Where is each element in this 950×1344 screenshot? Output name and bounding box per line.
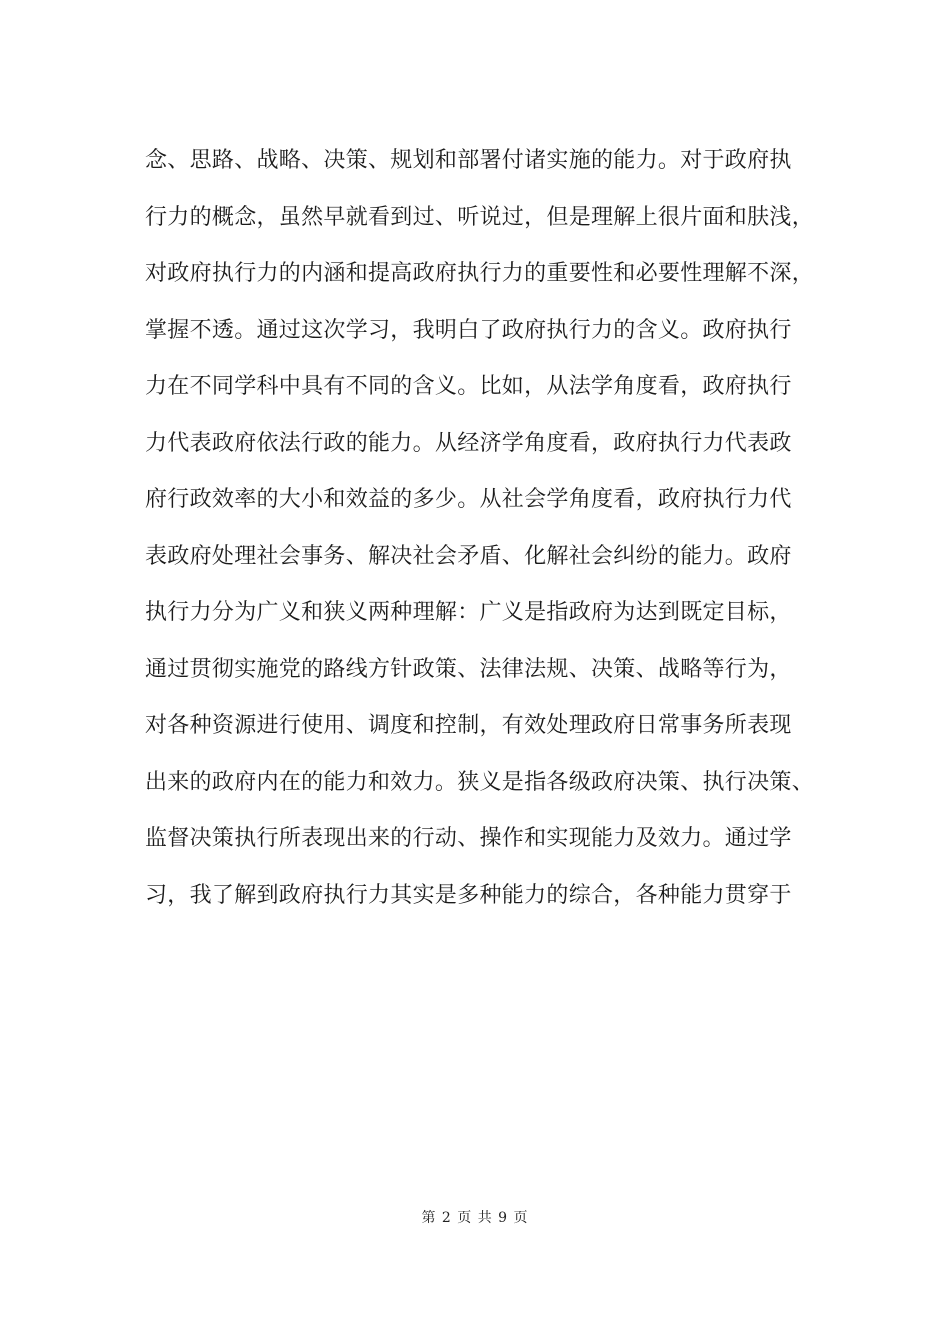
text-line: 力在不同学科中具有不同的含义。比如，从法学角度看，政府执行 — [145, 374, 792, 399]
text-line: 力代表政府依法行政的能力。从经济学角度看，政府执行力代表政 — [145, 430, 792, 456]
text-line: 对各种资源进行使用、调度和控制，有效处理政府日常事务所表现 — [145, 713, 792, 738]
text-line: 表政府处理社会事务、解决社会矛盾、化解社会纠纷的能力。政府 — [145, 543, 792, 569]
text-line: 出来的政府内在的能力和效力。狭义是指各级政府决策、执行决策、 — [145, 769, 815, 795]
text-line: 府行政效率的大小和效益的多少。从社会学角度看，政府执行力代 — [145, 487, 792, 512]
text-line: 习，我了解到政府执行力其实是多种能力的综合，各种能力贯穿于 — [145, 882, 792, 908]
text-line: 监督决策执行所表现出来的行动、操作和实现能力及效力。通过学 — [145, 826, 792, 851]
text-line: 通过贯彻实施党的路线方针政策、法律法规、决策、战略等行为， — [145, 656, 792, 682]
text-line: 行力的概念，虽然早就看到过、听说过，但是理解上很片面和肤浅， — [145, 204, 815, 230]
text-line: 执行力分为广义和狭义两种理解：广义是指政府为达到既定目标， — [145, 600, 792, 625]
text-line: 对政府执行力的内涵和提高政府执行力的重要性和必要性理解不深， — [145, 261, 815, 286]
text-line: 掌握不透。通过这次学习，我明白了政府执行力的含义。政府执行 — [145, 317, 792, 343]
text-line: 念、思路、战略、决策、规划和部署付诸实施的能力。对于政府执 — [145, 148, 792, 173]
page-number-footer: 第 2 页 共 9 页 — [421, 1210, 529, 1226]
body-paragraph — [145, 133, 835, 924]
